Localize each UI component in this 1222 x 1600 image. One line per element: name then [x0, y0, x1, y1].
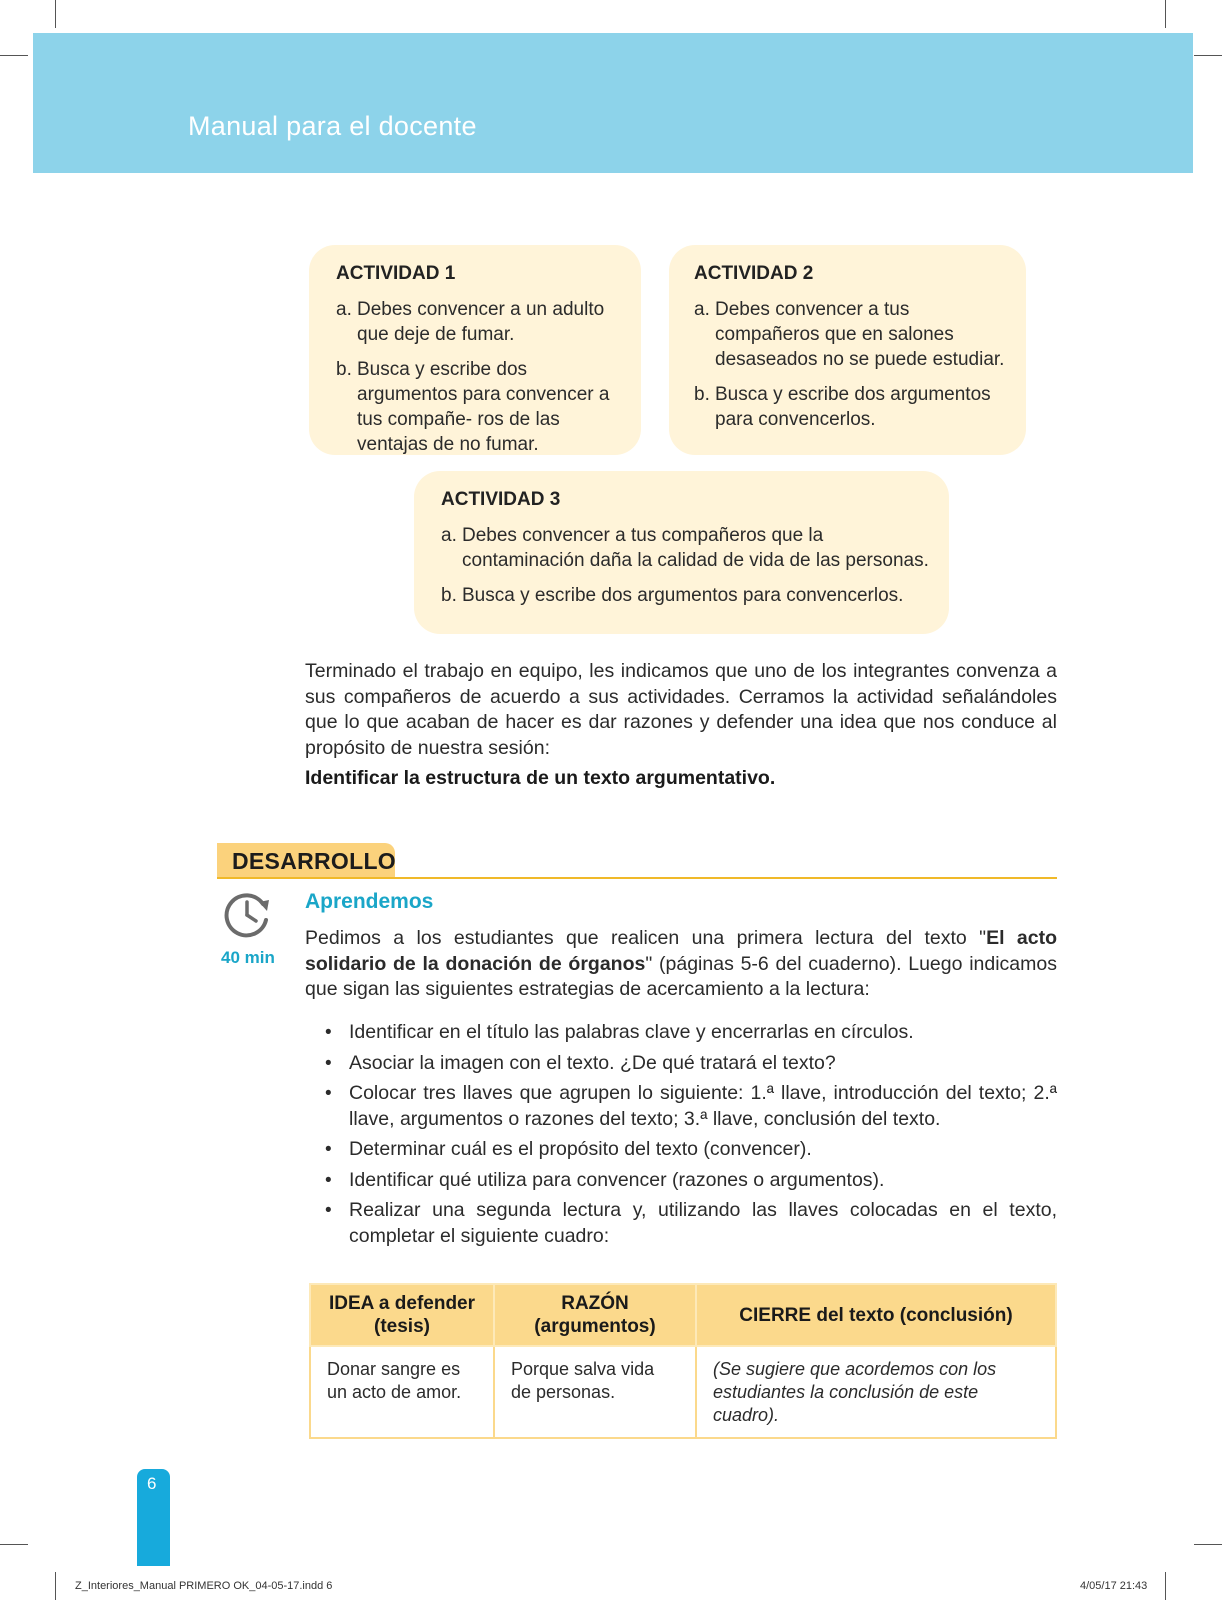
argument-table [309, 1283, 1057, 1439]
table-cell: Porque salva vida de personas. [494, 1346, 696, 1438]
activity-item [336, 357, 619, 457]
list-item [305, 1081, 1057, 1132]
item-letter: b. [336, 359, 352, 380]
bullet: • [325, 1083, 332, 1104]
strategy-list [305, 1020, 1057, 1254]
list-item-text: Realizar una segunda lectura y, utilizando las llaves colocadas en el texto, completar el siguiente cuadro: [349, 1199, 1057, 1247]
table-header: RAZÓN (argumentos) [494, 1284, 696, 1346]
crop-mark [0, 55, 28, 56]
item-letter: a. [336, 299, 352, 320]
item-text: Busca y escribe dos argumentos para convencer a tus compañe- ros de las ventajas de no fumar. [357, 359, 610, 455]
activity-title: ACTIVIDAD 3 [441, 489, 561, 510]
item-text: Busca y escribe dos argumentos para convencerlos. [715, 384, 991, 430]
slug-file: Z_Interiores_Manual PRIMERO OK_04-05-17.indd 6 [75, 1580, 333, 1592]
subheading: Aprendemos [305, 890, 434, 913]
bullet: • [325, 1200, 332, 1221]
text-title-bold: El acto solidario de la donación de órganos [305, 927, 1057, 975]
activity-title: ACTIVIDAD 1 [336, 263, 456, 284]
item-text: Debes convencer a tus compañeros que en salones desaseados no se puede estudiar. [715, 299, 1005, 370]
list-item [305, 1051, 1057, 1077]
item-letter: a. [694, 299, 710, 320]
item-letter: a. [441, 525, 457, 546]
crop-mark [1194, 55, 1222, 56]
activity-item [441, 583, 931, 608]
page-number: 6 [147, 1474, 157, 1493]
list-item-text: Identificar en el título las palabras clave y encerrarlas en círculos. [349, 1021, 914, 1043]
crop-mark [1194, 1544, 1222, 1545]
crop-mark [55, 1572, 56, 1600]
item-letter: b. [441, 585, 457, 606]
activity-title: ACTIVIDAD 2 [694, 263, 814, 284]
activity-item [694, 382, 1008, 432]
crop-mark [55, 0, 56, 28]
header-band [33, 33, 1193, 173]
activity-card-3 [414, 471, 949, 634]
activity-item [336, 297, 619, 347]
list-item [305, 1020, 1057, 1046]
table-cell: (Se sugiere que acordemos con los estudiantes la conclusión de este cuadro). [696, 1346, 1056, 1438]
list-item-text: Determinar cuál es el propósito del texto (convencer). [349, 1138, 812, 1160]
bullet: • [325, 1169, 332, 1191]
table-header: CIERRE del texto (conclusión) [696, 1284, 1056, 1346]
session-purpose: Identificar la estructura de un texto argumentativo. [305, 767, 776, 789]
list-item-text: Identificar qué utiliza para convencer (razones o argumentos). [349, 1168, 885, 1191]
intro-paragraph [305, 926, 1057, 1003]
activity-item [441, 523, 931, 573]
item-text: Debes convencer a tus compañeros que la contaminación daña la calidad de vida de las personas. [462, 525, 929, 571]
item-letter: b. [694, 384, 710, 405]
item-text: Busca y escribe dos argumentos para convencerlos. [462, 585, 904, 606]
header-title: Manual para el docente [188, 111, 477, 141]
activity-card-1 [309, 245, 641, 455]
intro-text: Pedimos a los estudiantes que realicen una primera lectura del texto " [305, 927, 987, 949]
section-divider [217, 877, 1057, 879]
list-item [305, 1168, 1057, 1194]
item-text: Debes convencer a un adulto que deje de fumar. [357, 299, 605, 345]
list-item-text: Asociar la imagen con el texto. ¿De qué tratará el texto? [349, 1051, 836, 1074]
activity-item [694, 297, 1008, 372]
bullet: • [325, 1139, 332, 1160]
clock-icon [223, 890, 275, 940]
table-header: IDEA a defender (tesis) [310, 1284, 494, 1346]
duration-label: 40 min [221, 948, 275, 967]
crop-mark [1165, 1572, 1166, 1600]
slug-date: 4/05/17 21:43 [1080, 1580, 1148, 1592]
list-item [305, 1198, 1057, 1249]
list-item [305, 1137, 1057, 1163]
table-row [310, 1346, 1056, 1438]
bullet: • [325, 1052, 332, 1074]
intro-text: " (páginas 5-6 del cuaderno). Luego indicamos que sigan las siguientes estrategias de acercamiento a la lectura: [305, 952, 1057, 1000]
crop-mark [0, 1544, 28, 1545]
crop-mark [1165, 0, 1166, 28]
section-title: DESARROLLO [232, 848, 396, 874]
closing-paragraph: Terminado el trabajo en equipo, les indicamos que uno de los integrantes convenza a sus compañeros de acuerdo a sus actividades. Cerramos la actividad señalándoles que lo que acaban de hacer es dar razones y defender una idea que nos conduce al propósito de nuestra sesión: [305, 660, 1057, 759]
table-header-row [310, 1284, 1056, 1346]
table-cell: Donar sangre es un acto de amor. [310, 1346, 494, 1438]
list-item-text: Colocar tres llaves que agrupen lo siguiente: 1.ª llave, introducción del texto; 2.ª llave, argumentos o razones del texto; 3.ª llave, conclusión del texto. [349, 1082, 1057, 1130]
activity-card-2 [669, 245, 1026, 455]
bullet: • [325, 1022, 332, 1043]
